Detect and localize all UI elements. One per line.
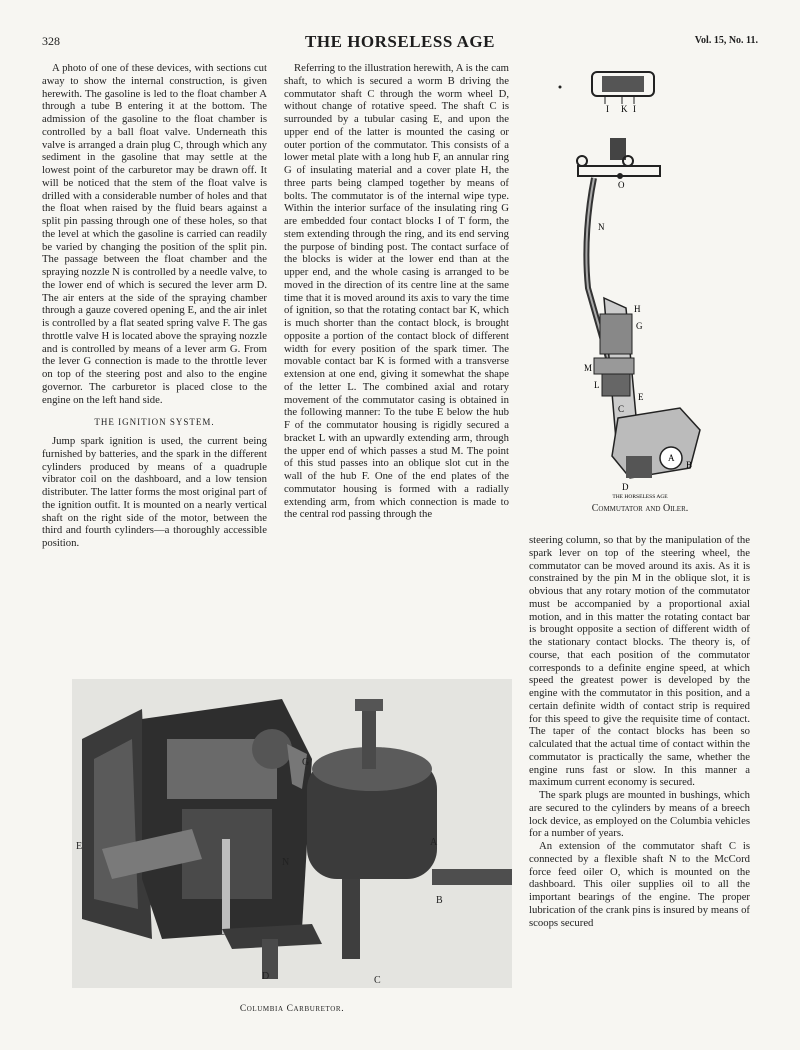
label-b: B: [686, 460, 693, 470]
paragraph: Jump spark ignition is used, the current being furnished by batteries, and the spark in the different cylinders produced by means of a quadruple vibrator coil on the dashboard, and a low tension distributer. The latter forms the most original part of the ignition outfit. It is mounted on a nearly vertical shaft on the right side of the motor, between the third and fourth cylinders—a thoroughly accessible position.: [42, 435, 267, 549]
commutator-caption: Commutator and Oiler.: [591, 503, 689, 514]
label-i: I: [606, 104, 609, 114]
label-n: N: [282, 857, 290, 868]
text-column-1: [42, 62, 267, 550]
text-column-2: [284, 62, 509, 521]
journal-title: THE HORSELESS AGE: [305, 32, 495, 51]
label-a: A: [430, 837, 438, 848]
commutator-oiler-figure: [530, 58, 750, 513]
label-c: C: [374, 975, 381, 986]
label-m: M: [584, 363, 593, 373]
label-o: O: [618, 180, 625, 190]
label-d: D: [262, 971, 270, 982]
volume-number: Vol. 15, No. 11.: [694, 35, 758, 46]
label-g: G: [302, 757, 310, 768]
label-k: K: [621, 104, 628, 114]
paragraph: The spark plugs are mounted in bushings, which are secured to the cylinders by means of a breech lock device, as employed on the Columbia vehicles for a number of years.: [529, 789, 750, 840]
label-e: E: [638, 392, 644, 402]
carburetor-photo: [72, 679, 512, 988]
label-g: G: [636, 321, 643, 331]
carburetor-caption: Columbia Carburetor.: [239, 1004, 345, 1014]
label-b: B: [436, 895, 443, 906]
label-l: L: [594, 380, 600, 390]
label-d: D: [622, 482, 629, 492]
page-number: 328: [42, 34, 60, 48]
text-column-3: [529, 534, 750, 929]
figure-credit: THE HORSELESS AGE: [612, 494, 668, 500]
paragraph: Referring to the illustration herewith, A is the cam shaft, to which is secured a worm B driving the commutator shaft C through the worm wheel D, without change of rotative speed. The shaft C is surrounded by a tubular casing E, and upon the upper end of the latter is mounted the casing or outer portion of the commutator. This consists of a lower metal plate with a long hub F, an annular ring G of insulating material and a cover plate H, the three parts being clamped together by means of bolts. The commutator is of the internal wipe type. Within the interior surface of the insulating ring G are embedded four contact blocks I of T form, the stem extending through the ring, and its end serving the purpose of binding post. The contact surface of the blocks is wider at the lower end than at the upper end, and the whole casing is arranged to be moved in the direction of its centre line at the same time that it is moved around its axis to vary the time of ignition, so that the rotating contact bar K, which is much shorter than the contact block, is brought opposite a portion of the contact block of different width for every position of the spark timer. The movable contact bar K is formed with a transverse extension at one end, giving it somewhat the shape of the letter L. The combined axial and rotary movement of the commutator casing is obtained in the following manner: To the tube E below the hub F of the commutator housing is rigidly secured a bracket L with an upwardly extending arm, through the upper end of which passes a stud M. The point of this stud passes into an oblique slot cut in the wall of the hub F. One of the end plates of the commutator housing is formed with a radially extending arm, from which connection is made to the central rod passing through the: [284, 62, 509, 521]
paragraph: steering column, so that by the manipulation of the spark lever on top of the steering wheel, the commutator can be moved around its axis. As it is constrained by the pin M in the oblique slot, it is obvious that any rotary motion of the commutator must be accompanied by a proportional axial motion, and in this matter the rotating contact bar is brought opposite a section of different width of the stationary contact blocks. The theory is, of course, that each position of the commutator corresponds to a definite engine speed, at which speed the greatest power is developed by the engine with the commutator in this position, and a certain definite width of contact strip is required for this speed to give the requisite time of contact. The taper of the contact blocks has been so calculated that the actual time of contact within the commutator is practically the same, whether the engine runs fast or slow. In this manner a maximum current economy is secured.: [529, 534, 750, 789]
label-n: N: [598, 222, 605, 232]
label-h: H: [634, 304, 641, 314]
section-heading: THE IGNITION SYSTEM.: [94, 417, 215, 428]
paragraph: A photo of one of these devices, with sections cut away to show the internal construction, is given herewith. The gasoline is led to the float chamber A through a tube B entering it at the bottom. The admission of the gasoline to the float chamber is controlled by a ball float valve. Underneath this valve is arranged a drain plug C, through which any sediment in the gasoline that may settle at the lowest point of the carburetor may be drawn off. It will be noticed that the stem of the float valve is drilled with a considerable number of holes and that the float when raised by the fluid bears against a split pin passing through one of these holes, so that the level at which the gasoline is carried can readily be varied by changing the position of the split pin. The passage between the float chamber and the spraying nozzle N is controlled by a needle valve, to the lower end of which is secured the lever arm D. The air enters at the side of the spraying chamber through a gauze covered opening E, and the air inlet is controlled by a flat seated spring valve F. The gas throttle valve H is located above the spraying nozzle and is controlled by means of a lever arm G. From the lever G connection is made to the throttle lever on top of the steering post and also to the engine governor. The carburetor is placed close to the engine on the left hand side.: [42, 62, 267, 406]
label-e: E: [76, 841, 83, 852]
carburetor-drawing: [72, 679, 512, 988]
label-c: C: [618, 404, 625, 414]
label-a: A: [668, 453, 675, 463]
commutator-drawing: [530, 58, 750, 513]
page-header: [42, 34, 758, 52]
paragraph: An extension of the commutator shaft C is connected by a flexible shaft N to the McCord force feed oiler O, which is mounted on the dashboard. This oiler supplies oil to all the important bearings of the engine. The proper lubrication of the crank pins is insured by means of scoops secured: [529, 840, 750, 929]
label-i-2: I: [633, 104, 636, 114]
